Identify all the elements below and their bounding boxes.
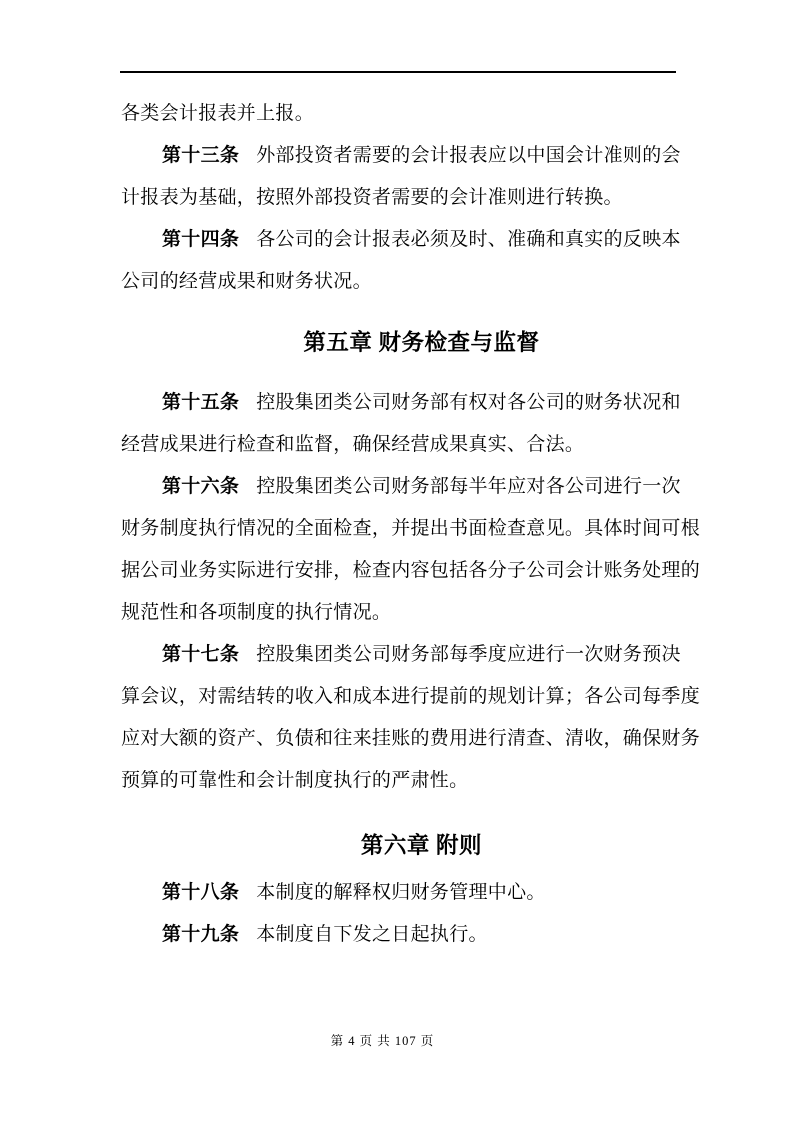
continuation-line: 各类会计报表并上报。 [121, 103, 315, 124]
article-19-label: 第十九条 [162, 924, 240, 945]
document-body [121, 0, 701, 956]
article-13-text-1: 外部投资者需要的会计报表应以中国会计准则的会 [256, 145, 681, 166]
article-16-text-1: 控股集团类公司财务部每半年应对各公司进行一次 [256, 476, 681, 497]
page-footer [0, 1031, 779, 1051]
article-17-line-3: 应对大额的资产、负债和往来挂账的费用进行清查、清收，确保财务 [121, 728, 701, 749]
article-17-line-2: 算会议，对需结转的收入和成本进行提前的规划计算；各公司每季度 [121, 686, 701, 707]
article-15-line-1 [121, 382, 681, 424]
chapter-6-heading: 第六章 附则 [360, 833, 483, 858]
article-13-line-2: 计报表为基础，按照外部投资者需要的会计准则进行转换。 [121, 187, 623, 208]
article-17-line-1 [121, 634, 681, 676]
chapter-5-heading: 第五章 财务检查与监督 [303, 330, 540, 355]
article-18-text-1: 本制度的解释权归财务管理中心。 [256, 882, 546, 903]
article-16-line-4: 规范性和各项制度的执行情况。 [121, 602, 392, 623]
article-18-line-1 [121, 872, 677, 914]
article-13-label: 第十三条 [162, 145, 240, 166]
page-number-indicator: 第 4 页 共 107 页 [330, 1034, 435, 1048]
article-17-label: 第十七条 [162, 644, 240, 665]
article-19-text-1: 本制度自下发之日起执行。 [256, 924, 488, 945]
article-15-label: 第十五条 [162, 392, 240, 413]
article-14-line-2: 公司的经营成果和财务状况。 [121, 271, 372, 292]
article-14-text-1: 各公司的会计报表必须及时、准确和真实的反映本 [256, 229, 681, 250]
article-19-line-1 [121, 914, 677, 956]
article-15-text-1: 控股集团类公司财务部有权对各公司的财务状况和 [256, 392, 681, 413]
article-15-line-2: 经营成果进行检查和监督，确保经营成果真实、合法。 [121, 434, 585, 455]
article-17-line-4: 预算的可靠性和会计制度执行的严肃性。 [121, 770, 469, 791]
article-17-text-1: 控股集团类公司财务部每季度应进行一次财务预决 [256, 644, 681, 665]
article-16-label: 第十六条 [162, 476, 240, 497]
article-16-line-2: 财务制度执行情况的全面检查，并提出书面检查意见。具体时间可根 [121, 518, 701, 539]
article-16-line-1 [121, 466, 681, 508]
article-18-label: 第十八条 [162, 882, 240, 903]
article-16-line-3: 据公司业务实际进行安排，检查内容包括各分子公司会计账务处理的 [121, 560, 701, 581]
article-14-label: 第十四条 [162, 229, 240, 250]
article-14-line-1 [121, 219, 681, 261]
article-13-line-1 [121, 135, 681, 177]
